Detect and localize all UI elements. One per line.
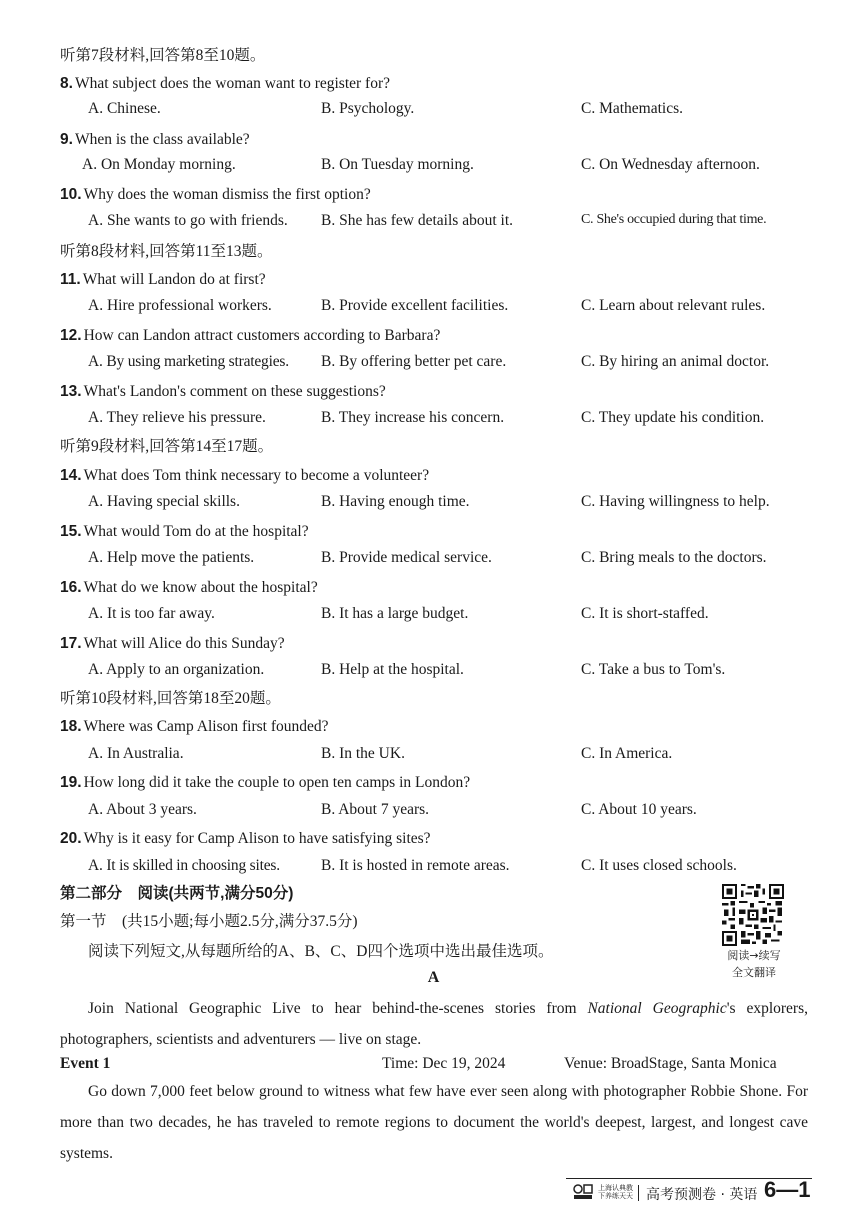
- option-a: A. Help move the patients.: [88, 549, 255, 566]
- question-13: [60, 382, 386, 402]
- option-b: B. By offering better pet care.: [321, 353, 507, 370]
- option-c: C. It is short-staffed.: [581, 605, 709, 622]
- option-b: B. She has few details about it.: [321, 212, 513, 229]
- event-time: Time: Dec 19, 2024: [382, 1055, 506, 1072]
- question-20: [60, 829, 431, 849]
- question-text: What will Landon do at first?: [82, 271, 266, 288]
- question-number: 15.: [60, 523, 82, 540]
- publisher-name: 上海认典教 下养练天天: [598, 1184, 633, 1200]
- option-a: A. On Monday morning.: [82, 156, 236, 173]
- section-one-heading: 第一节 (共15小题;每小题2.5分,满分37.5分): [60, 913, 358, 930]
- question-text: How can Landon attract customers according to Barbara?: [83, 327, 441, 344]
- options-16: [0, 605, 867, 627]
- question-14: [60, 466, 429, 486]
- question-16: [60, 578, 318, 598]
- option-b: B. In the UK.: [321, 745, 405, 762]
- reading-instruction: 阅读下列短文,从每题所给的A、B、C、D四个选项中选出最佳选项。: [88, 943, 554, 960]
- section-heading-10: 听第10段材料,回答第18至20题。: [60, 690, 281, 707]
- part-two-heading: 第二部分 阅读(共两节,满分50分): [60, 885, 294, 902]
- event-1-body: Go down 7,000 feet below ground to witness what few have ever seen along with photographer Robbie Shone. For more than two decades, he has traveled to remote regions to document the world's deepest, largest, and longest cave systems.: [60, 1083, 808, 1162]
- page-footer: [566, 1178, 812, 1205]
- question-text: What will Alice do this Sunday?: [83, 635, 285, 652]
- option-c: C. It uses closed schools.: [581, 857, 737, 874]
- option-a: A. It is too far away.: [88, 605, 215, 622]
- question-18: [60, 717, 329, 737]
- question-12: [60, 326, 440, 346]
- question-text: How long did it take the couple to open ten camps in London?: [83, 774, 471, 791]
- question-text: What subject does the woman want to register for?: [74, 75, 391, 92]
- section-heading-9: 听第9段材料,回答第14至17题。: [60, 438, 274, 455]
- question-number: 20.: [60, 830, 82, 847]
- option-b: B. Provide medical service.: [321, 549, 492, 566]
- option-b: B. Provide excellent facilities.: [321, 297, 509, 314]
- section-heading-7: 听第7段材料,回答第8至10题。: [60, 47, 266, 64]
- option-c: C. Having willingness to help.: [581, 493, 770, 510]
- options-20: [0, 857, 867, 879]
- publisher-logo-icon: [572, 1183, 594, 1201]
- options-19: [0, 801, 867, 823]
- question-number: 13.: [60, 383, 82, 400]
- option-a: A. Apply to an organization.: [88, 661, 265, 678]
- option-a: A. By using marketing strategies.: [88, 353, 289, 370]
- option-c: C. On Wednesday afternoon.: [581, 156, 760, 173]
- qr-code-icon[interactable]: [722, 884, 784, 946]
- event-venue: Venue: BroadStage, Santa Monica: [564, 1055, 777, 1072]
- question-text: When is the class available?: [74, 131, 250, 148]
- question-11: [60, 270, 266, 290]
- question-text: What's Landon's comment on these suggestions?: [83, 383, 386, 400]
- question-number: 18.: [60, 718, 82, 735]
- question-text: What do we know about the hospital?: [83, 579, 318, 596]
- option-a: A. Hire professional workers.: [88, 297, 272, 314]
- qr-caption-translate: 全文翻译: [732, 966, 776, 979]
- option-a: A. They relieve his pressure.: [88, 409, 266, 426]
- option-b: B. Help at the hospital.: [321, 661, 464, 678]
- question-number: 9.: [60, 131, 73, 148]
- footer-title: 高考预测卷 · 英语: [646, 1187, 758, 1203]
- section-heading-8: 听第8段材料,回答第11至13题。: [60, 243, 273, 260]
- question-15: [60, 522, 309, 542]
- question-number: 10.: [60, 186, 82, 203]
- options-12: [0, 353, 867, 375]
- question-text: What would Tom do at the hospital?: [83, 523, 309, 540]
- option-a: A. It is skilled in choosing sites.: [88, 857, 280, 874]
- option-a: A. In Australia.: [88, 745, 184, 762]
- options-15: [0, 549, 867, 571]
- option-c: C. Take a bus to Tom's.: [581, 661, 726, 678]
- option-c: C. Bring meals to the doctors.: [581, 549, 767, 566]
- option-b: B. They increase his concern.: [321, 409, 505, 426]
- question-9: [60, 130, 250, 150]
- options-9: [0, 156, 867, 178]
- qr-caption-read: 阅读→续写: [727, 949, 781, 962]
- options-17: [0, 661, 867, 683]
- question-8: [60, 74, 390, 94]
- question-text: What does Tom think necessary to become a volunteer?: [83, 467, 430, 484]
- option-a: A. Chinese.: [88, 100, 161, 117]
- question-text: Why does the woman dismiss the first option?: [83, 186, 371, 203]
- question-17: [60, 634, 285, 654]
- option-b: B. Psychology.: [321, 100, 415, 117]
- option-c: C. They update his condition.: [581, 409, 765, 426]
- option-c: C. Learn about relevant rules.: [581, 297, 766, 314]
- footer-divider: [638, 1185, 639, 1201]
- question-number: 14.: [60, 467, 82, 484]
- event-title: Event 1: [60, 1055, 111, 1072]
- option-b: B. It is hosted in remote areas.: [321, 857, 510, 874]
- option-b: B. Having enough time.: [321, 493, 470, 510]
- question-number: 8.: [60, 75, 73, 92]
- options-13: [0, 409, 867, 431]
- option-c: C. Mathematics.: [581, 100, 684, 117]
- option-c: C. About 10 years.: [581, 801, 697, 818]
- options-8: [0, 100, 867, 122]
- option-b: B. About 7 years.: [321, 801, 430, 818]
- question-number: 12.: [60, 327, 82, 344]
- option-b: B. On Tuesday morning.: [321, 156, 474, 173]
- options-18: [0, 745, 867, 767]
- question-text: Why is it easy for Camp Alison to have satisfying sites?: [83, 830, 431, 847]
- question-number: 11.: [60, 271, 81, 288]
- option-a: A. She wants to go with friends.: [88, 212, 288, 229]
- magazine-title: National Geographic: [587, 1000, 727, 1017]
- option-a: A. About 3 years.: [88, 801, 197, 818]
- passage-intro: Join National Geographic Live to hear behind-the-scenes stories from National Geographic's explorers, photographers, scientists and adventurers — live on stage.: [60, 1000, 808, 1048]
- passage-label: A: [427, 969, 440, 986]
- question-10: [60, 185, 371, 205]
- question-number: 17.: [60, 635, 82, 652]
- question-19: [60, 773, 470, 793]
- option-c: C. In America.: [581, 745, 673, 762]
- options-10: [0, 212, 867, 234]
- option-c: C. By hiring an animal doctor.: [581, 353, 770, 370]
- question-text: Where was Camp Alison first founded?: [83, 718, 329, 735]
- question-number: 19.: [60, 774, 82, 791]
- option-b: B. It has a large budget.: [321, 605, 469, 622]
- page-number: 6—1: [764, 1177, 811, 1202]
- question-number: 16.: [60, 579, 82, 596]
- event-1-header: [60, 1055, 808, 1077]
- options-11: [0, 297, 867, 319]
- options-14: [0, 493, 867, 515]
- option-c: C. She's occupied during that time.: [581, 212, 767, 227]
- option-a: A. Having special skills.: [88, 493, 240, 510]
